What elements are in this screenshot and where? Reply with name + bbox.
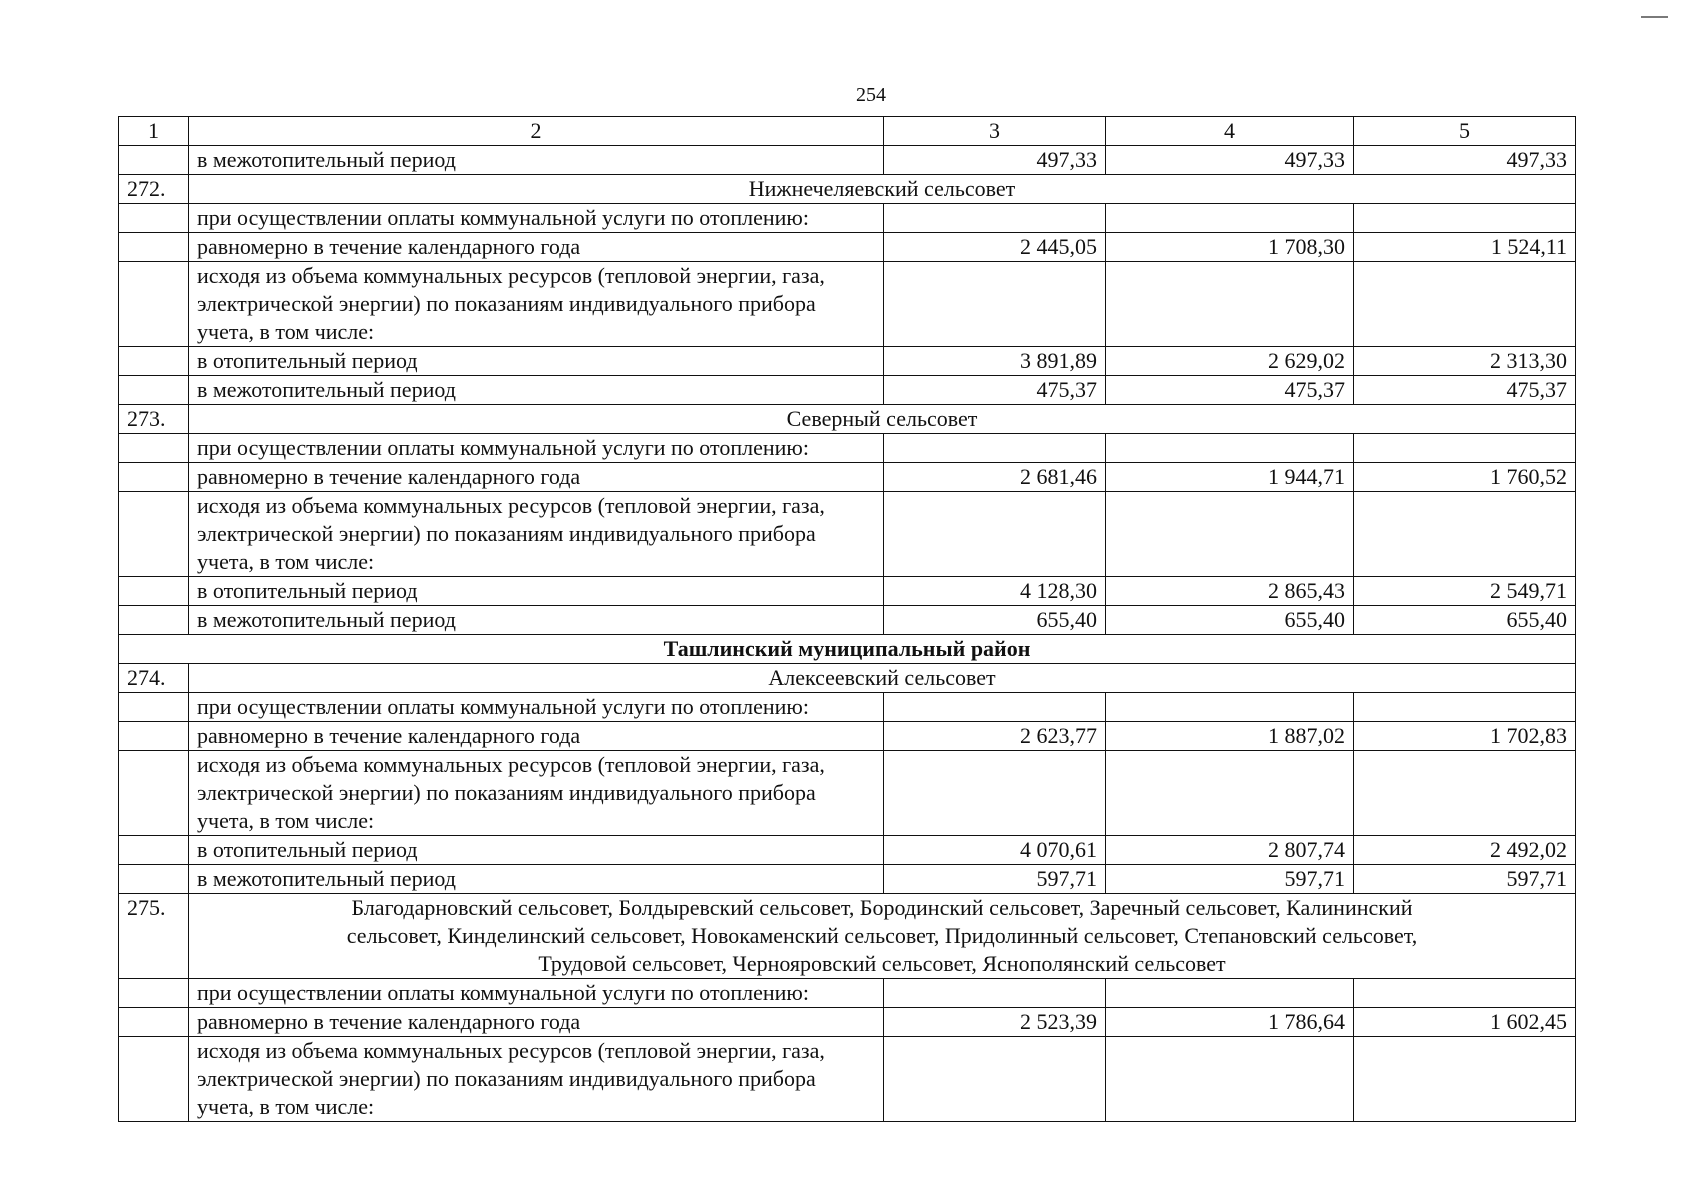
row-number [119,979,189,1008]
row-description: в отопительный период [189,577,884,606]
value-column-4: 1 887,02 [1106,722,1354,751]
row-number [119,347,189,376]
tariff-row [119,347,1576,376]
settlement-title: Нижнечеляевский сельсовет [189,175,1576,204]
page-number: 254 [856,84,886,106]
row-number [119,1008,189,1037]
row-number [119,376,189,405]
value-column-3 [884,1037,1106,1122]
row-number: 275. [119,894,189,979]
value-column-5: 2 313,30 [1354,347,1576,376]
row-number [119,204,189,233]
column-number-cell: 5 [1354,117,1576,146]
row-description: исходя из объема коммунальных ресурсов (тепловой энергии, газа, электрической энергии) по показаниям индивидуального прибора учета, в том числе: [189,492,884,577]
row-number [119,751,189,836]
settlement-section-row [119,894,1576,979]
row-number [119,606,189,635]
value-column-4 [1106,434,1354,463]
value-column-3: 2 623,77 [884,722,1106,751]
tariff-table [118,116,1576,1122]
row-number [119,1037,189,1122]
row-description: равномерно в течение календарного года [189,722,884,751]
scan-corner-mark [1641,16,1668,18]
value-column-3 [884,492,1106,577]
value-column-5 [1354,1037,1576,1122]
value-column-4: 2 865,43 [1106,577,1354,606]
value-column-3 [884,262,1106,347]
district-title: Ташлинский муниципальный район [119,635,1576,664]
value-column-4: 2 807,74 [1106,836,1354,865]
row-description: в межотопительный период [189,146,884,175]
tariff-row [119,262,1576,347]
value-column-4 [1106,693,1354,722]
value-column-3: 655,40 [884,606,1106,635]
value-column-5 [1354,492,1576,577]
value-column-5 [1354,262,1576,347]
row-description: в отопительный период [189,836,884,865]
value-column-5 [1354,693,1576,722]
row-number: 273. [119,405,189,434]
value-column-3: 475,37 [884,376,1106,405]
settlement-section-row [119,175,1576,204]
tariff-row [119,751,1576,836]
tariff-row [119,1008,1576,1037]
row-description: при осуществлении оплаты коммунальной услуги по отоплению: [189,434,884,463]
value-column-4: 597,71 [1106,865,1354,894]
tariff-row [119,463,1576,492]
column-number-cell: 2 [189,117,884,146]
row-description: равномерно в течение календарного года [189,463,884,492]
value-column-4: 1 944,71 [1106,463,1354,492]
value-column-5 [1354,979,1576,1008]
value-column-4 [1106,204,1354,233]
row-number [119,463,189,492]
value-column-5 [1354,751,1576,836]
value-column-3: 3 891,89 [884,347,1106,376]
row-description: исходя из объема коммунальных ресурсов (тепловой энергии, газа, электрической энергии) по показаниям индивидуального прибора учета, в том числе: [189,262,884,347]
value-column-3: 2 445,05 [884,233,1106,262]
row-description: в межотопительный период [189,606,884,635]
value-column-3: 4 128,30 [884,577,1106,606]
tariff-row [119,492,1576,577]
row-description: исходя из объема коммунальных ресурсов (тепловой энергии, газа, электрической энергии) по показаниям индивидуального прибора учета, в том числе: [189,1037,884,1122]
value-column-4 [1106,1037,1354,1122]
value-column-4: 497,33 [1106,146,1354,175]
value-column-5: 597,71 [1354,865,1576,894]
value-column-3: 4 070,61 [884,836,1106,865]
value-column-3 [884,751,1106,836]
value-column-5: 655,40 [1354,606,1576,635]
settlement-section-row [119,405,1576,434]
value-column-5: 1 524,11 [1354,233,1576,262]
row-number [119,722,189,751]
tariff-row [119,434,1576,463]
settlement-section-row [119,664,1576,693]
row-description: в межотопительный период [189,376,884,405]
value-column-4 [1106,262,1354,347]
settlement-title: Благодарновский сельсовет, Болдыревский сельсовет, Бородинский сельсовет, Заречный сельсовет, Калининский сельсовет, Кинделинский сельсовет, Новокаменский сельсовет, Придолинный сельсовет, Степановский сельсовет, Трудовой сельсовет, Чернояровский сельсовет, Яснополянский сельсовет [189,894,1576,979]
tariff-row [119,204,1576,233]
tariff-row [119,376,1576,405]
row-description: при осуществлении оплаты коммунальной услуги по отоплению: [189,693,884,722]
column-number-cell: 1 [119,117,189,146]
value-column-3: 597,71 [884,865,1106,894]
value-column-4 [1106,492,1354,577]
value-column-3 [884,434,1106,463]
value-column-3: 497,33 [884,146,1106,175]
value-column-4: 475,37 [1106,376,1354,405]
value-column-3 [884,979,1106,1008]
row-description: при осуществлении оплаты коммунальной услуги по отоплению: [189,204,884,233]
row-number [119,146,189,175]
row-number: 272. [119,175,189,204]
value-column-4: 2 629,02 [1106,347,1354,376]
tariff-row [119,1037,1576,1122]
row-number [119,492,189,577]
row-number: 274. [119,664,189,693]
value-column-5: 1 702,83 [1354,722,1576,751]
tariff-row [119,233,1576,262]
value-column-4: 1 708,30 [1106,233,1354,262]
row-number [119,262,189,347]
settlement-title: Северный сельсовет [189,405,1576,434]
column-number-row [119,117,1576,146]
row-number [119,865,189,894]
row-number [119,233,189,262]
row-description: равномерно в течение календарного года [189,233,884,262]
row-description: при осуществлении оплаты коммунальной услуги по отоплению: [189,979,884,1008]
row-description: исходя из объема коммунальных ресурсов (тепловой энергии, газа, электрической энергии) по показаниям индивидуального прибора учета, в том числе: [189,751,884,836]
column-number-cell: 4 [1106,117,1354,146]
tariff-table-body [119,117,1576,1122]
value-column-4 [1106,979,1354,1008]
tariff-row [119,606,1576,635]
value-column-5: 1 760,52 [1354,463,1576,492]
value-column-4 [1106,751,1354,836]
row-description: равномерно в течение календарного года [189,1008,884,1037]
value-column-5: 2 492,02 [1354,836,1576,865]
tariff-row [119,836,1576,865]
column-number-cell: 3 [884,117,1106,146]
tariff-row [119,722,1576,751]
value-column-5 [1354,434,1576,463]
value-column-5: 2 549,71 [1354,577,1576,606]
row-description: в межотопительный период [189,865,884,894]
row-number [119,693,189,722]
value-column-3: 2 681,46 [884,463,1106,492]
value-column-4: 1 786,64 [1106,1008,1354,1037]
value-column-4: 655,40 [1106,606,1354,635]
tariff-row [119,979,1576,1008]
tariff-row [119,146,1576,175]
value-column-3: 2 523,39 [884,1008,1106,1037]
row-number [119,836,189,865]
tariff-row [119,693,1576,722]
district-header-row [119,635,1576,664]
value-column-3 [884,204,1106,233]
value-column-5: 475,37 [1354,376,1576,405]
value-column-5: 1 602,45 [1354,1008,1576,1037]
settlement-title: Алексеевский сельсовет [189,664,1576,693]
value-column-3 [884,693,1106,722]
tariff-row [119,577,1576,606]
value-column-5 [1354,204,1576,233]
value-column-5: 497,33 [1354,146,1576,175]
tariff-row [119,865,1576,894]
row-description: в отопительный период [189,347,884,376]
row-number [119,577,189,606]
row-number [119,434,189,463]
